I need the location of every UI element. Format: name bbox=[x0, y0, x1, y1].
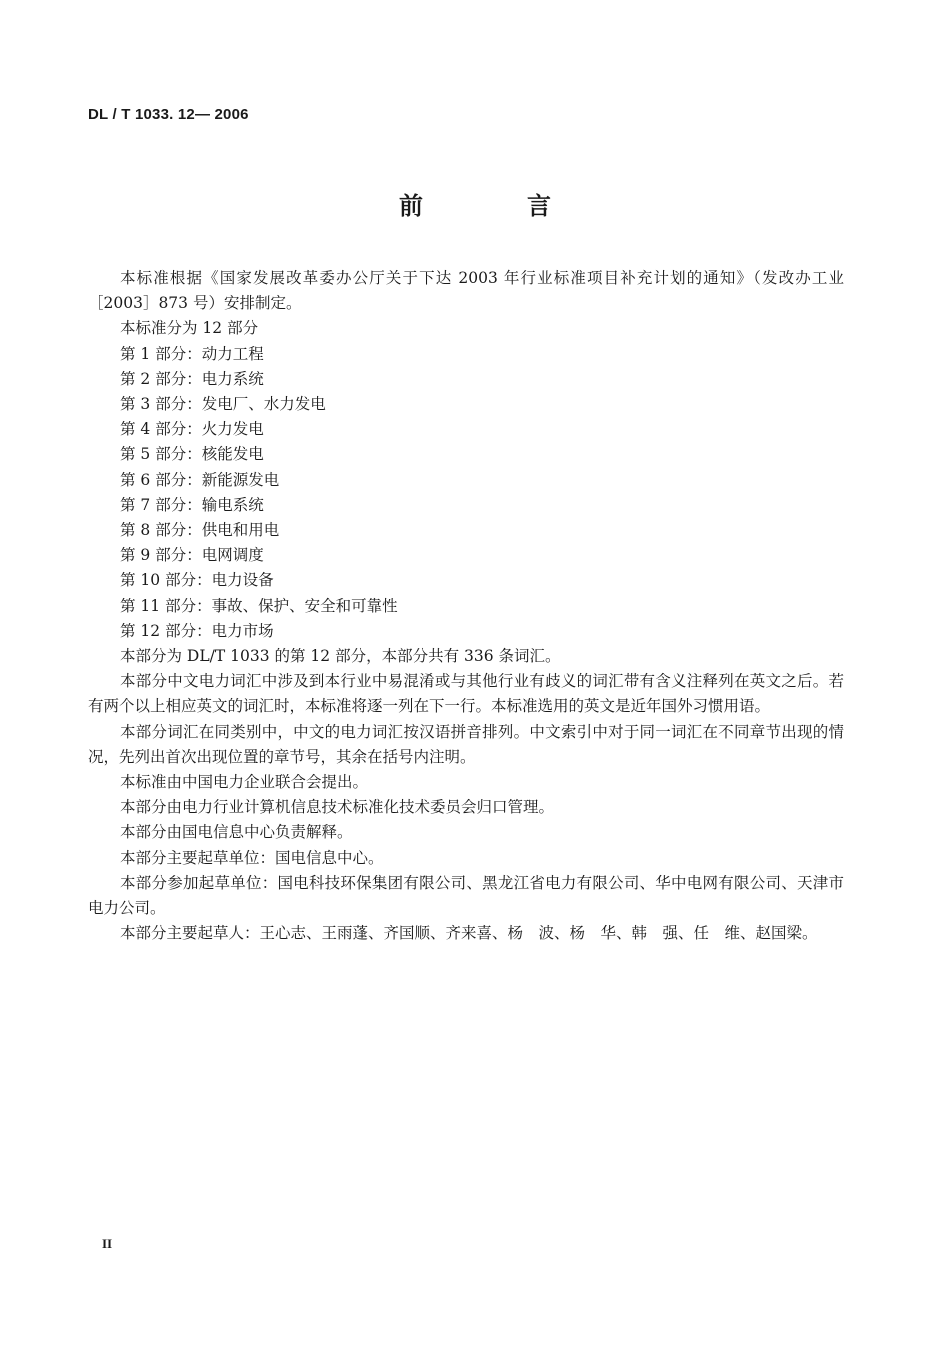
part-list-item: 第 7 部分：输电系统 bbox=[120, 495, 264, 514]
part-list-item: 第 3 部分：发电厂、水力发电 bbox=[120, 395, 326, 414]
page-number: II bbox=[102, 1236, 113, 1251]
paragraph-drafters: 本部分主要起草人：王心志、王雨蓬、齐国顺、齐来喜、杨 波、杨 华、韩 强、任 维、赵国梁。 bbox=[120, 924, 818, 943]
paragraph-administrator: 本部分由电力行业计算机信息技术标准化技术委员会归口管理。 bbox=[120, 798, 555, 817]
paragraph-basis: 本标准根据《国家发展改革委办公厅关于下达 2003 年行业标准项目补充计划的通知》（发改办工业［2003］873 号）安排制定。 bbox=[88, 269, 844, 313]
paragraph-annotation-note: 本部分中文电力词汇中涉及到本行业中易混淆或与其他行业有歧义的词汇带有含义注释列在英文之后。若有两个以上相应英文的词汇时，本标准将逐一列在下一行。本标准选用的英文是近年国外习惯用语。 bbox=[88, 672, 844, 716]
paragraph-interpreter: 本部分由国电信息中心负责解释。 bbox=[120, 823, 353, 842]
standard-code: DL / T 1033. 12— 2006 bbox=[88, 106, 249, 123]
part-list-item: 第 12 部分：电力市场 bbox=[120, 621, 274, 640]
part-list-item: 第 1 部分：动力工程 bbox=[120, 344, 264, 363]
part-list-item: 第 2 部分：电力系统 bbox=[120, 369, 264, 388]
paragraph-participating-drafters: 本部分参加起草单位：国电科技环保集团有限公司、黑龙江省电力有限公司、华中电网有限公司、天津市电力公司。 bbox=[88, 873, 844, 918]
part-list-item: 第 10 部分：电力设备 bbox=[120, 571, 274, 590]
page-title: 前 言 bbox=[399, 191, 591, 220]
part-list-item: 第 11 部分：事故、保护、安全和可靠性 bbox=[120, 596, 398, 615]
paragraph-proposer: 本标准由中国电力企业联合会提出。 bbox=[120, 773, 369, 792]
foreword-body bbox=[88, 266, 844, 946]
paragraph-ordering-note: 本部分词汇在同类别中，中文的电力词汇按汉语拼音排列。中文索引中对于同一词汇在不同章节出现的情况，先列出首次出现位置的章节号，其余在括号内注明。 bbox=[88, 722, 844, 766]
part-list-item: 第 5 部分：核能发电 bbox=[120, 445, 264, 464]
part-list-item: 第 8 部分：供电和用电 bbox=[120, 521, 280, 540]
part-list-item: 第 6 部分：新能源发电 bbox=[120, 470, 280, 489]
part-list-item: 第 4 部分：火力发电 bbox=[120, 420, 264, 439]
paragraph-main-drafter: 本部分主要起草单位：国电信息中心。 bbox=[120, 848, 384, 867]
paragraph-scope: 本部分为 DL/T 1033 的第 12 部分，本部分共有 336 条词汇。 bbox=[120, 647, 561, 666]
part-list-item: 第 9 部分：电网调度 bbox=[120, 546, 264, 565]
paragraph-parts-count: 本标准分为 12 部分 bbox=[120, 319, 259, 338]
